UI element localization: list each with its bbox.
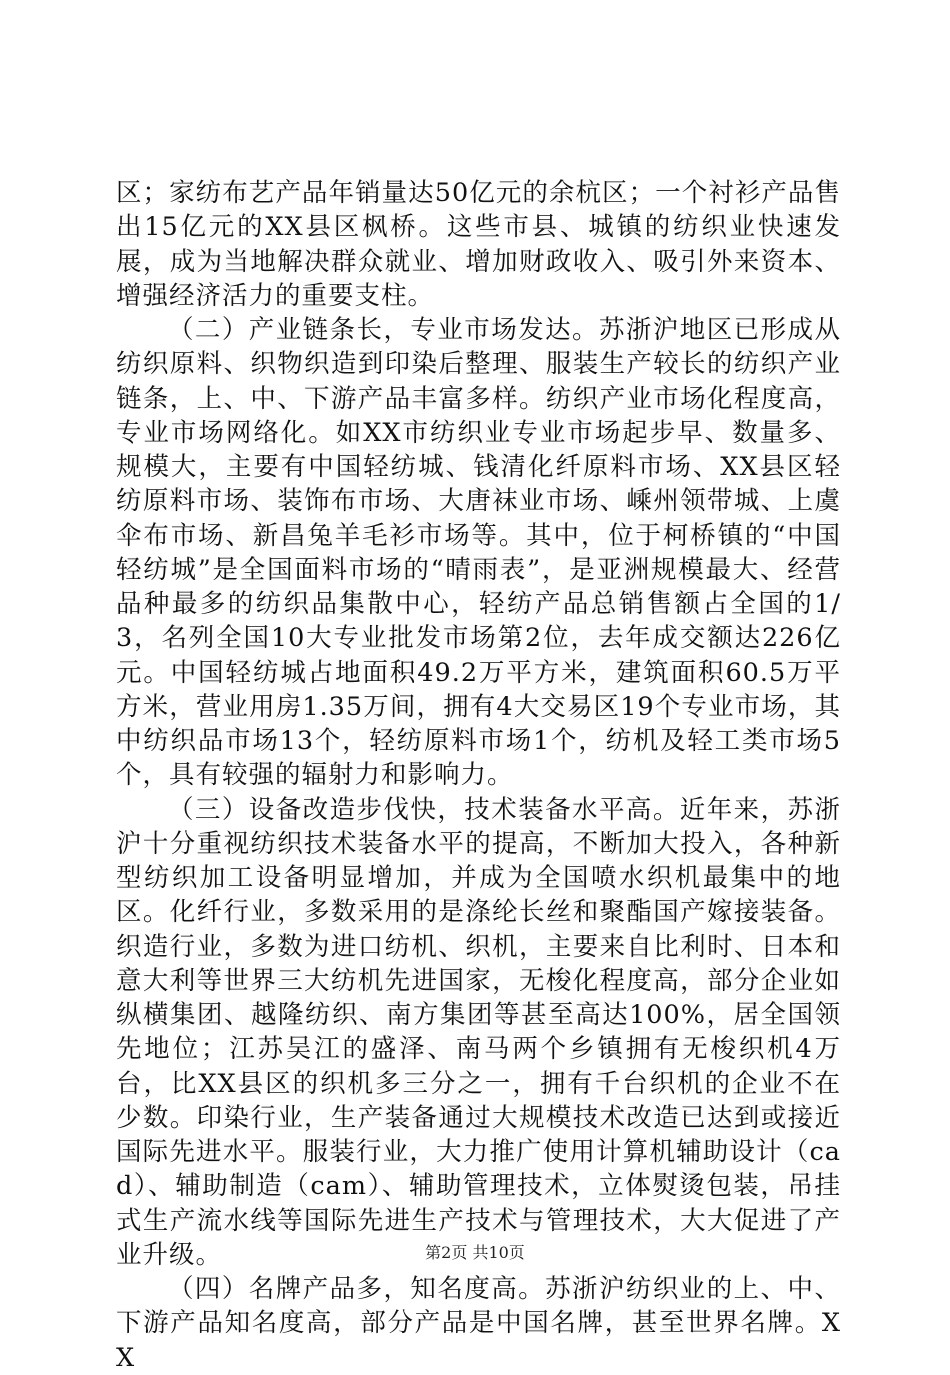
document-body — [116, 176, 841, 1375]
paragraph-3: （三）设备改造步伐快，技术装备水平高。近年来，苏浙沪十分重视纺织技术装备水平的提高，不断加大投入，各种新型纺织加工设备明显增加，并成为全国喷水织机最集中的地区。化纤行业，多数采用的是涤纶长丝和聚酯国产嫁接装备。织造行业，多数为进口纺机、织机，主要来自比利时、日本和意大利等世界三大纺机先进国家，无梭化程度高，部分企业如纵横集团、越隆纺织、南方集团等甚至高达100%，居全国领先地位；江苏吴江的盛泽、南马两个乡镇拥有无梭织机4万台，比XX县区的织机多三分之一，拥有千台织机的企业不在少数。印染行业，生产装备通过大规模技术改造已达到或接近国际先进水平。服装行业，大力推广使用计算机辅助设计（cad）、辅助制造（cam）、辅助管理技术，立体熨烫包装，吊挂式生产流水线等国际先进生产技术与管理技术，大大促进了产业升级。 — [116, 794, 841, 1270]
paragraph-4: （四）名牌产品多，知名度高。苏浙沪纺织业的上、中、下游产品知名度高，部分产品是中国名牌，甚至世界名牌。XX — [116, 1274, 841, 1373]
page-footer: 第2页 共10页 — [425, 1243, 525, 1262]
paragraph-2: （二）产业链条长，专业市场发达。苏浙沪地区已形成从纺织原料、织物织造到印染后整理、服装生产较长的纺织产业链条，上、中、下游产品丰富多样。纺织产业市场化程度高，专业市场网络化。如XX市纺织业专业市场起步早、数量多、规模大，主要有中国轻纺城、钱清化纤原料市场、XX县区轻纺原料市场、装饰布市场、大唐袜业市场、嵊州领带城、上虞伞布市场、新昌兔羊毛衫市场等。其中，位于柯桥镇的“中国轻纺城”是全国面料市场的“晴雨表”，是亚洲规模最大、经营品种最多的纺织品集散中心，轻纺产品总销售额占全国的1/3，名列全国10大专业批发市场第2位，去年成交额达226亿元。中国轻纺城占地面积49.2万平方米，建筑面积60.5万平方米，营业用房1.35万间，拥有4大交易区19个专业市场，其中纺织品市场13个，轻纺原料市场1个，纺机及轻工类市场5个，具有较强的辐射力和影响力。 — [116, 315, 841, 791]
paragraph-1: 区；家纺布艺产品年销量达50亿元的余杭区；一个衬衫产品售出15亿元的XX县区枫桥。这些市县、城镇的纺织业快速发展，成为当地解决群众就业、增加财政收入、吸引外来资本、增强经济活力的重要支柱。 — [116, 178, 841, 311]
